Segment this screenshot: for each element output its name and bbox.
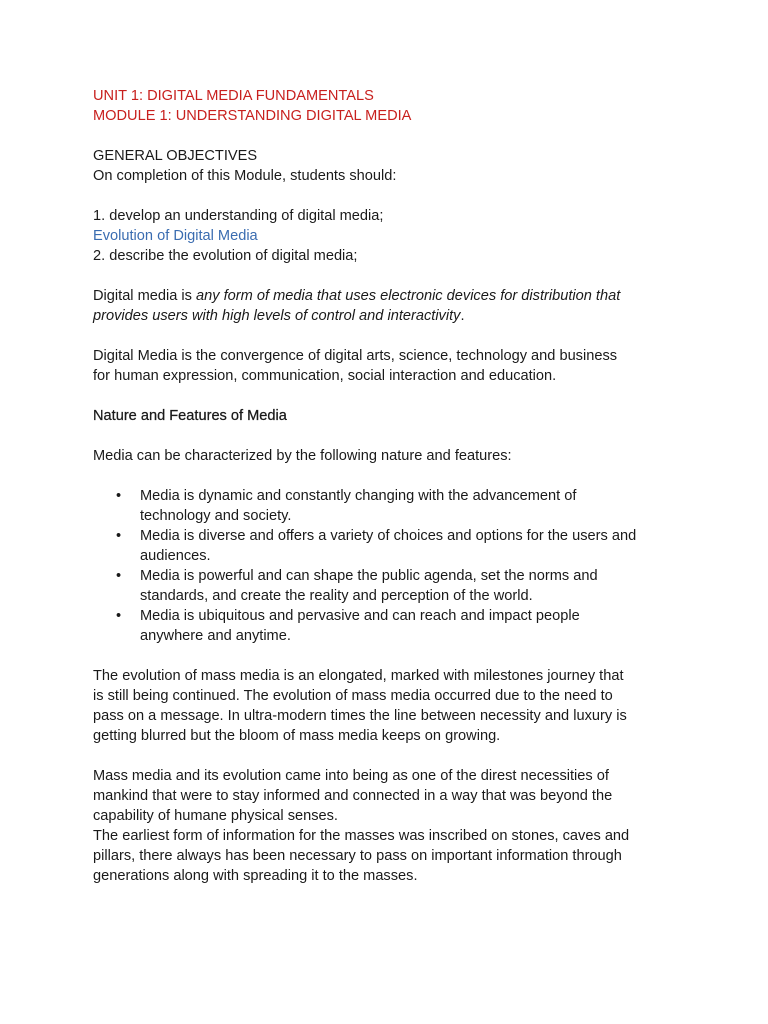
mass-media-paragraph xyxy=(93,766,673,886)
bullet-icon: • xyxy=(116,528,122,544)
bullet-1-line-1: Media is dynamic and constantly changing with the advancement of xyxy=(140,488,577,504)
mass-media-line-1: Mass media and its evolution came into being as one of the direst necessities of xyxy=(93,768,609,784)
objective-2: 2. describe the evolution of digital media; xyxy=(93,248,358,264)
evolution-paragraph xyxy=(93,666,673,746)
bullet-4-line-2: anywhere and anytime. xyxy=(140,628,291,644)
mass-media-line-6: generations along with spreading it to the masses. xyxy=(93,868,418,884)
list-item xyxy=(93,526,673,566)
mass-media-line-2: mankind that were to stay informed and connected in a way that was beyond the xyxy=(93,788,613,804)
bullet-3-line-1: Media is powerful and can shape the public agenda, set the norms and xyxy=(140,568,598,584)
definition-1-prefix: Digital media is xyxy=(93,288,197,304)
unit-title: UNIT 1: DIGITAL MEDIA FUNDAMENTALS xyxy=(93,88,374,104)
nature-heading: Nature and Features of Media xyxy=(93,408,287,424)
mass-media-line-4: The earliest form of information for the masses was inscribed on stones, caves and xyxy=(93,828,630,844)
bullet-4-line-1: Media is ubiquitous and pervasive and can reach and impact people xyxy=(140,608,580,624)
definition-paragraph-1 xyxy=(93,286,673,326)
evolution-line-4: getting blurred but the bloom of mass media keeps on growing. xyxy=(93,728,501,744)
objective-1: 1. develop an understanding of digital media; xyxy=(93,208,384,224)
evolution-line-3: pass on a message. In ultra-modern times the line between necessity and luxury is xyxy=(93,708,627,724)
evolution-link[interactable]: Evolution of Digital Media xyxy=(93,228,258,244)
definition-paragraph-2 xyxy=(93,346,673,386)
mass-media-line-5: pillars, there always has been necessary to pass on important information through xyxy=(93,848,622,864)
bullet-icon: • xyxy=(116,488,122,504)
definition-1-suffix: . xyxy=(460,308,465,324)
bullet-2-line-1: Media is diverse and offers a variety of choices and options for the users and xyxy=(140,528,637,544)
evolution-line-1: The evolution of mass media is an elongated, marked with milestones journey that xyxy=(93,668,624,684)
list-item xyxy=(93,606,673,646)
module-title: MODULE 1: UNDERSTANDING DIGITAL MEDIA xyxy=(93,108,412,124)
definition-1-italic-line-1: any form of media that uses electronic devices for distribution that xyxy=(196,288,621,304)
bullet-icon: • xyxy=(116,608,122,624)
definition-2-line-2: for human expression, communication, social interaction and education. xyxy=(93,368,557,384)
document-page xyxy=(93,86,673,886)
bullet-2-line-2: audiences. xyxy=(140,548,211,564)
bullet-icon: • xyxy=(116,568,122,584)
bullet-1-line-2: technology and society. xyxy=(140,508,292,524)
bullet-3-line-2: standards, and create the reality and perception of the world. xyxy=(140,588,533,604)
nature-intro: Media can be characterized by the following nature and features: xyxy=(93,448,512,464)
list-item xyxy=(93,486,673,526)
list-item xyxy=(93,566,673,606)
evolution-line-2: is still being continued. The evolution of mass media occurred due to the need to xyxy=(93,688,613,704)
features-list xyxy=(93,486,673,646)
mass-media-line-3: capability of humane physical senses. xyxy=(93,808,338,824)
definition-1-italic-line-2: provides users with high levels of control and interactivity xyxy=(93,308,461,324)
definition-2-line-1: Digital Media is the convergence of digital arts, science, technology and business xyxy=(93,348,618,364)
objectives-intro: On completion of this Module, students should: xyxy=(93,168,397,184)
objectives-heading: GENERAL OBJECTIVES xyxy=(93,148,258,164)
